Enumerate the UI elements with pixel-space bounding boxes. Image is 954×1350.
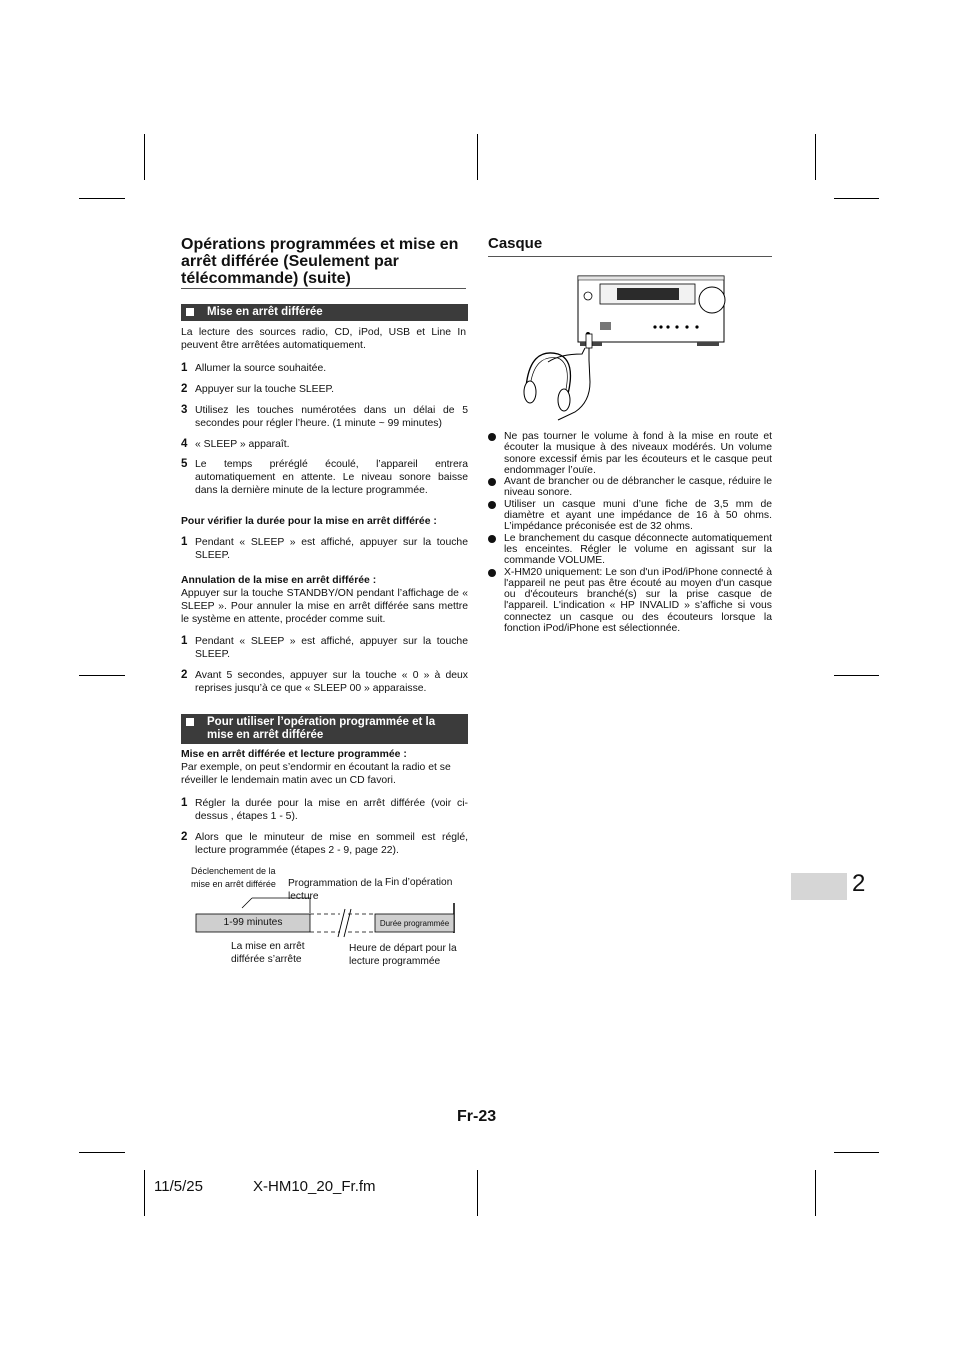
list-item xyxy=(488,476,772,499)
bullet-icon xyxy=(488,478,496,486)
step-number: 1 xyxy=(181,797,188,809)
step-number: 2 xyxy=(181,831,188,843)
verify-heading: Pour vérifier la durée pour la mise en arrêt différée : xyxy=(181,516,437,527)
list-item xyxy=(488,567,772,635)
crop-mark xyxy=(834,675,879,676)
step-number: 3 xyxy=(181,404,188,416)
section-title: Opérations programmées et mise en arrêt différée (Seulement par télécommande) (suite) xyxy=(181,236,459,287)
bullet-text: Avant de brancher ou de débrancher le casque, réduire le niveau sonore. xyxy=(504,476,772,499)
footer-file: X-HM10_20_Fr.fm xyxy=(253,1178,376,1195)
timeline-label-trigger: Déclenchement de la mise en arrêt différée xyxy=(191,866,276,889)
chapter-number: 2 xyxy=(852,870,866,897)
list-item xyxy=(488,431,772,476)
step-text: Pendant « SLEEP » est affiché, appuyer sur la touche SLEEP. xyxy=(195,537,468,561)
crop-mark xyxy=(834,1152,879,1153)
step-text: Avant 5 secondes, appuyer sur la touche « 0 » à deux reprises jusqu’à ce que « SLEEP 00 » apparaisse. xyxy=(195,670,468,694)
bullet-icon xyxy=(488,569,496,577)
crop-mark xyxy=(79,1152,125,1153)
intro-text: La lecture des sources radio, CD, iPod, USB et Line In peuvent être arrêtées automatiquement. xyxy=(181,327,466,351)
crop-mark xyxy=(79,675,125,676)
section-bar-label: Pour utiliser l’opération programmée et la mise en arrêt différée xyxy=(207,716,436,741)
sub-text: Par exemple, on peut s’endormir en écoutant la radio et se réveiller le lendemain matin avec un CD favori. xyxy=(181,762,451,786)
crop-mark xyxy=(815,1170,816,1216)
step-item xyxy=(181,458,468,497)
bullet-text: Ne pas tourner le volume à fond à la mise en route et écouter la musique à des niveaux modérés. Un volume sonore excessif émis par les écouteurs et le casque peut endommager l’ouïe. xyxy=(504,431,772,476)
step-text: « SLEEP » apparaît. xyxy=(195,439,290,450)
step-number: 4 xyxy=(181,438,188,450)
bullet-text: Utiliser un casque muni d’une fiche de 3,5 mm de diamètre et ayant une impédance de 16 à 50 ohms. L’impédance préconisée est de 32 ohms. xyxy=(504,498,772,533)
timeline-label-stop: La mise en arrêt différée s’arrête xyxy=(231,941,305,965)
step-item xyxy=(181,404,468,430)
casque-rule xyxy=(488,256,772,257)
timeline-label-start: Heure de départ pour la lecture programmée xyxy=(349,943,457,967)
step-number: 2 xyxy=(181,669,188,681)
step-number: 2 xyxy=(181,383,188,395)
step-item xyxy=(181,669,468,695)
sub-heading: Mise en arrêt différée et lecture programmée : xyxy=(181,749,407,760)
bullet-text: X-HM20 uniquement: Le son d'un iPod/iPhone connecté à l'appareil ne peut pas être écouté au moyen d'un casque ou d'écouteurs branché(s) sur la prise casque de l'appareil. L'indication « HP INVALID » s’affiche si vous connectez un casque ou des écouteurs lorsque la fonction iPod/iPhone est sélectionnée. xyxy=(504,566,772,635)
step-item xyxy=(181,438,468,451)
crop-mark xyxy=(144,1170,145,1216)
crop-mark xyxy=(477,134,478,180)
casque-title: Casque xyxy=(488,235,543,252)
step-text: Pendant « SLEEP » est affiché, appuyer sur la touche SLEEP. xyxy=(195,636,468,660)
timeline-label-end: Fin d’opération xyxy=(385,877,453,888)
square-bullet-icon xyxy=(186,308,194,316)
step-item xyxy=(181,383,468,396)
step-item xyxy=(181,635,468,661)
section-bar-sleep xyxy=(181,304,468,321)
step-item xyxy=(181,362,468,375)
crop-mark xyxy=(144,134,145,180)
cancel-text: Appuyer sur la touche STANDBY/ON pendant l’affichage de « SLEEP ». Pour annuler la mise en arrêt différée sans mettre le système en attente, procéder comme suit. xyxy=(181,588,468,625)
casque-bullet-list xyxy=(488,431,772,634)
step-number: 1 xyxy=(181,635,188,647)
crop-mark xyxy=(815,134,816,180)
page-number: Fr-23 xyxy=(457,1108,497,1125)
section-bar-program-sleep xyxy=(181,714,468,744)
step-number: 1 xyxy=(181,536,188,548)
step-item xyxy=(181,536,468,562)
section-bar-label: Mise en arrêt différée xyxy=(207,306,323,318)
step-text: Appuyer sur la touche SLEEP. xyxy=(195,384,335,395)
footer-date: 11/5/25 xyxy=(154,1178,203,1195)
step-number: 1 xyxy=(181,362,188,374)
bullet-icon xyxy=(488,433,496,441)
step-text: Alors que le minuteur de mise en sommeil est réglé, lecture programmée (étapes 2 - 9, page 22). xyxy=(195,832,468,856)
bullet-icon xyxy=(488,535,496,543)
step-item xyxy=(181,797,468,823)
step-number: 5 xyxy=(181,458,188,470)
square-bullet-icon xyxy=(186,718,194,726)
timeline-bar-sleep: 1-99 minutes xyxy=(223,917,283,928)
bullet-icon xyxy=(488,501,496,509)
crop-mark xyxy=(477,1170,478,1216)
crop-mark xyxy=(79,198,125,199)
step-text: Allumer la source souhaitée. xyxy=(195,363,327,374)
timeline-label-program: Programmation de la lecture xyxy=(288,878,383,902)
timeline-bar-program: Durée programmée xyxy=(379,919,450,928)
list-item xyxy=(488,533,772,567)
step-item xyxy=(181,831,468,857)
title-rule xyxy=(181,288,466,289)
step-text: Utilisez les touches numérotées dans un délai de 5 secondes pour régler l’heure. (1 minute ~ 99 minutes) xyxy=(195,405,468,429)
list-item xyxy=(488,499,772,533)
headphone-device-illustration xyxy=(520,272,730,432)
bullet-text: Le branchement du casque déconnecte automatiquement les enceintes. Régler le volume en agissant sur la commande VOLUME. xyxy=(504,532,772,567)
crop-mark xyxy=(834,198,879,199)
chapter-tab xyxy=(791,873,847,900)
step-text: Le temps préréglé écoulé, l’appareil entrera automatiquement en attente. Le niveau sonore baisse dans la dernière minute de la lecture programmée. xyxy=(195,459,468,496)
cancel-heading: Annulation de la mise en arrêt différée : xyxy=(181,575,377,586)
step-text: Régler la durée pour la mise en arrêt différée (voir ci-dessus , étapes 1 - 5). xyxy=(195,798,468,822)
